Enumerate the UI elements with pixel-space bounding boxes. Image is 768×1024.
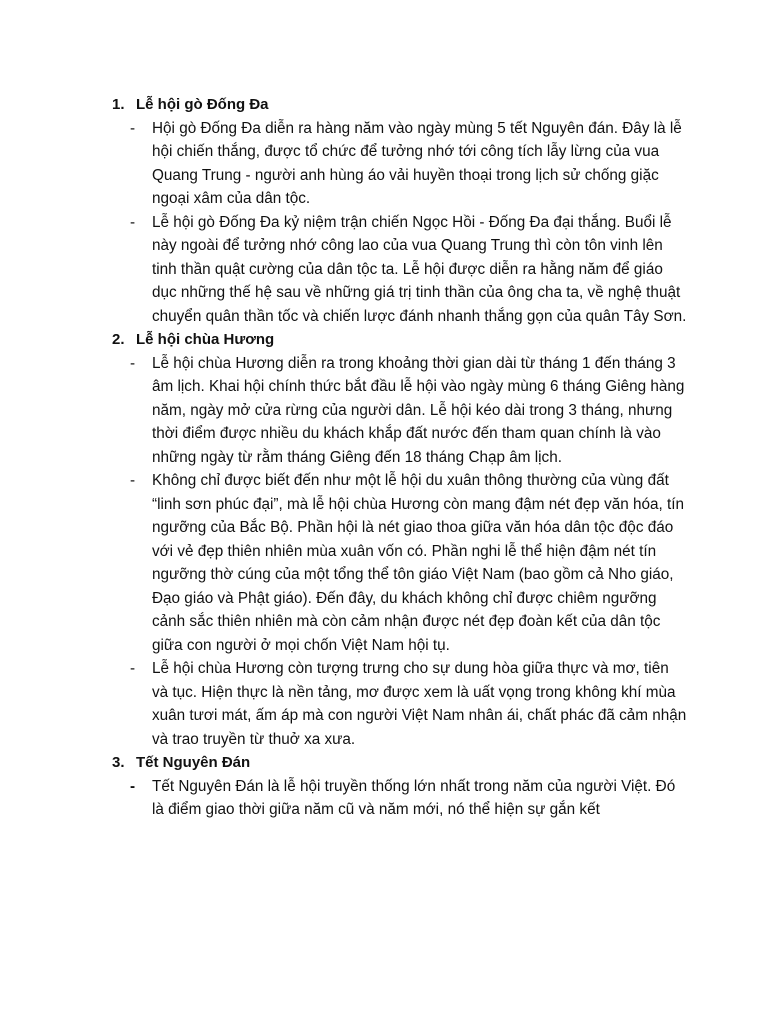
section-dong-da-festival	[112, 93, 687, 328]
list-item	[112, 469, 687, 657]
list-item-text: Lễ hội gò Đống Đa kỷ niệm trận chiến Ngọc Hồi - Đống Đa đại thắng. Buổi lễ này ngoài để tưởng nhớ công lao của vua Quang Trung thì còn tôn vinh lên tinh thần quật cường của dân tộc ta. Lễ hội được diễn ra hằng năm để giáo dục những thế hệ sau về những giá trị tinh thần của ông cha ta, về nghệ thuật chuyển quân thần tốc và chiến lược đánh nhanh thắng gọn của quân Tây Sơn.	[152, 213, 687, 325]
list-item	[112, 117, 687, 211]
list-item-text: Lễ hội chùa Hương diễn ra trong khoảng thời gian dài từ tháng 1 đến tháng 3 âm lịch. Khai hội chính thức bắt đầu lễ hội vào ngày mùng 6 tháng Giêng hàng năm, ngày mở cửa rừng của người dân. Lễ hội kéo dài trong 3 tháng, nhưng thời điểm được nhiều du khách khắp đất nước đến tham quan chính là vào những ngày từ rằm tháng Giêng đến 18 tháng Chạp âm lịch.	[152, 354, 685, 466]
section-huong-pagoda-festival	[112, 328, 687, 751]
section-number: 3.	[112, 754, 125, 771]
list-item-text: Không chỉ được biết đến như một lễ hội du xuân thông thường của vùng đất “linh sơn phúc đại”, mà lễ hội chùa Hương còn mang đậm nét đẹp văn hóa, tín ngưỡng của Bắc Bộ. Phần hội là nét giao thoa giữa văn hóa dân tộc độc đáo với vẻ đẹp thiên nhiên mùa xuân vốn có. Phần nghi lễ thể hiện đậm nét tín ngưỡng thờ cúng của một tổng thể tôn giáo Việt Nam (bao gồm cả Nho giáo, Đạo giáo và Phật giáo). Đến đây, du khách không chỉ được chiêm ngưỡng cảnh sắc thiên nhiên mà còn cảm nhận được nét đẹp đoàn kết của dân tộc giữa con người ở mọi chốn Việt Nam hội tụ.	[152, 472, 685, 654]
list-item	[112, 211, 687, 329]
section-heading	[112, 93, 687, 117]
section-number: 1.	[112, 96, 125, 113]
bullet-dash: -	[130, 354, 136, 372]
section-heading	[112, 328, 687, 352]
list-item-text: Tết Nguyên Đán là lễ hội truyền thống lớn nhất trong năm của người Việt. Đó là điểm giao thời giữa năm cũ và năm mới, nó thể hiện sự gắn kết	[152, 777, 676, 818]
bullet-list	[112, 352, 687, 752]
bullet-list	[112, 775, 687, 822]
bullet-dash: -	[130, 119, 136, 137]
list-item-text: Lễ hội chùa Hương còn tượng trưng cho sự dung hòa giữa thực và mơ, tiên và tục. Hiện thực là nền tảng, mơ được xem là uất vọng trong không khí mùa xuân tươi mát, ấm áp mà con người Việt Nam nhân ái, chất phác đã cảm nhận và trao truyền từ thuở xa xưa.	[152, 660, 687, 748]
section-lunar-new-year	[112, 751, 687, 822]
section-title: Lễ hội chùa Hương	[136, 331, 275, 348]
section-heading	[112, 751, 687, 775]
bullet-list	[112, 117, 687, 329]
bullet-dash: -	[130, 213, 136, 231]
document-content	[112, 93, 687, 822]
list-item	[112, 352, 687, 470]
bullet-dash: -	[130, 472, 136, 489]
bullet-dash: -	[130, 660, 136, 677]
section-title: Lễ hội gò Đống Đa	[136, 96, 269, 113]
list-item	[112, 657, 687, 751]
bullet-dash: -	[130, 777, 136, 795]
list-item-text: Hội gò Đống Đa diễn ra hàng năm vào ngày mùng 5 tết Nguyên đán. Đây là lễ hội chiến thắng, được tổ chức để tưởng nhớ tới công tích lẫy lừng của vua Quang Trung - người anh hùng áo vải huyền thoại trong lịch sử chống giặc ngoại xâm của dân tộc.	[152, 119, 682, 207]
section-title: Tết Nguyên Đán	[136, 754, 251, 771]
section-number: 2.	[112, 331, 125, 348]
list-item	[112, 775, 687, 822]
